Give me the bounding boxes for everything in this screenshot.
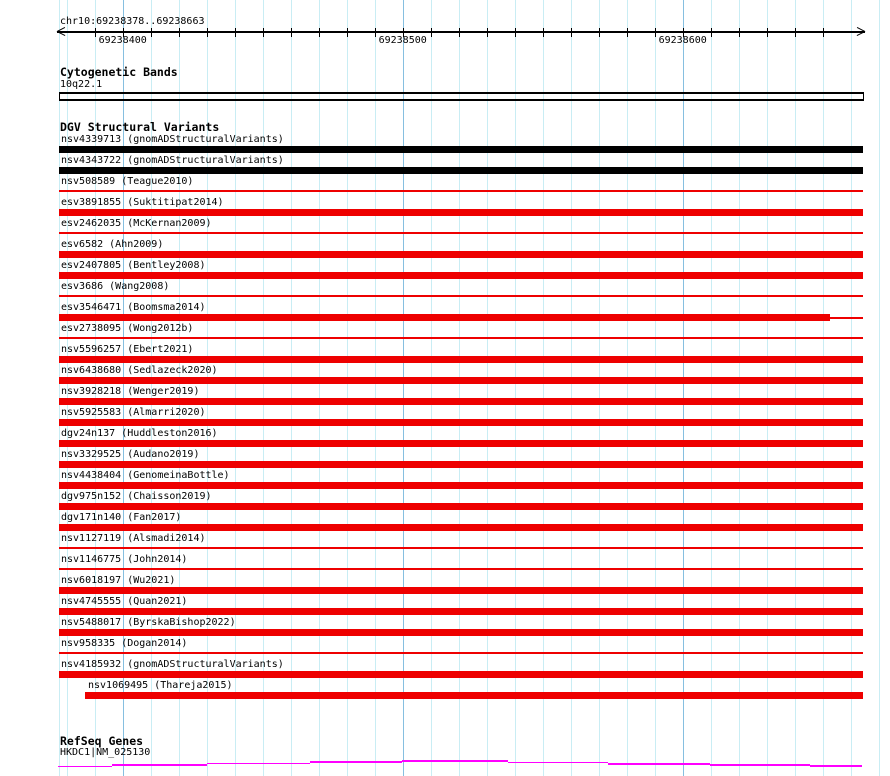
refseq-gene-label[interactable]: HKDC1|NM_025130 xyxy=(60,747,151,758)
variant-label[interactable]: nsv3329525 (Audano2019) xyxy=(61,449,200,460)
variant-bar[interactable] xyxy=(59,608,863,615)
gene-line-segment[interactable] xyxy=(710,764,810,766)
gridline-minor xyxy=(459,0,460,776)
gene-line-segment[interactable] xyxy=(310,761,402,763)
variant-label[interactable]: nsv6438680 (Sedlazeck2020) xyxy=(61,365,218,376)
ruler-tick xyxy=(431,28,432,37)
variant-line[interactable] xyxy=(59,337,863,339)
variant-label[interactable]: nsv958335 (Dogan2014) xyxy=(61,638,188,649)
ruler-tick-label: 69238600 xyxy=(658,35,707,46)
ruler-tick xyxy=(655,28,656,37)
gene-line-segment[interactable] xyxy=(112,764,207,766)
gridline-minor xyxy=(487,0,488,776)
gridline-minor xyxy=(823,0,824,776)
variant-label[interactable]: esv3546471 (Boomsma2014) xyxy=(61,302,206,313)
gene-line-segment[interactable] xyxy=(402,760,508,762)
variant-bar[interactable] xyxy=(59,461,863,468)
variant-bar[interactable] xyxy=(59,146,863,153)
position-label: chr10:69238378..69238663 xyxy=(60,16,205,27)
gridline-minor xyxy=(739,0,740,776)
variant-bar[interactable] xyxy=(59,251,863,258)
gridline-minor xyxy=(571,0,572,776)
ruler-tick xyxy=(627,28,628,37)
gridline-minor xyxy=(347,0,348,776)
variant-bar[interactable] xyxy=(85,692,863,699)
gene-line-segment[interactable] xyxy=(508,762,608,764)
gridline-minor xyxy=(515,0,516,776)
ruler-tick xyxy=(347,28,348,37)
variant-label[interactable]: nsv4339713 (gnomADStructuralVariants) xyxy=(61,134,284,145)
variant-line[interactable] xyxy=(59,547,863,549)
variant-label[interactable]: nsv4343722 (gnomADStructuralVariants) xyxy=(61,155,284,166)
gridline-minor xyxy=(879,0,880,776)
ruler-tick xyxy=(375,28,376,37)
ruler-tick xyxy=(543,28,544,37)
ruler-tick xyxy=(319,28,320,37)
ruler-tick xyxy=(263,28,264,37)
variant-bar[interactable] xyxy=(59,524,863,531)
variant-label[interactable]: esv3891855 (Suktitipat2014) xyxy=(61,197,224,208)
variant-bar[interactable] xyxy=(59,629,863,636)
variant-bar[interactable] xyxy=(59,356,863,363)
variant-label[interactable]: nsv3928218 (Wenger2019) xyxy=(61,386,200,397)
cytobands-section-title: Cytogenetic Bands xyxy=(60,65,178,79)
variant-label[interactable]: esv2738095 (Wong2012b) xyxy=(61,323,194,334)
variant-line[interactable] xyxy=(59,190,863,192)
ruler-tick-label: 69238500 xyxy=(378,35,427,46)
variant-bar[interactable] xyxy=(59,671,863,678)
gene-line-segment[interactable] xyxy=(608,763,710,765)
variant-label[interactable]: nsv5488017 (ByrskaBishop2022) xyxy=(61,617,236,628)
variant-bar[interactable] xyxy=(59,377,863,384)
ruler-tick xyxy=(95,28,96,37)
ruler-tick-label: 69238400 xyxy=(98,35,147,46)
gridline-minor xyxy=(767,0,768,776)
variant-label[interactable]: nsv1069495 (Thareja2015) xyxy=(88,680,233,691)
variant-label[interactable]: nsv4745555 (Quan2021) xyxy=(61,596,188,607)
variant-label[interactable]: esv6582 (Ahn2009) xyxy=(61,239,164,250)
ruler-tick xyxy=(151,28,152,37)
variant-bar[interactable] xyxy=(59,419,863,426)
gridline-minor xyxy=(375,0,376,776)
variant-line-tail[interactable] xyxy=(830,317,863,319)
variant-label[interactable]: nsv5596257 (Ebert2021) xyxy=(61,344,194,355)
ruler-tick xyxy=(291,28,292,37)
variant-bar[interactable] xyxy=(59,167,863,174)
ruler-tick xyxy=(795,28,796,37)
gridline-minor xyxy=(851,0,852,776)
variant-bar[interactable] xyxy=(59,398,863,405)
cytoband-name: 10q22.1 xyxy=(60,79,103,90)
variant-label[interactable]: dgv24n137 (Huddleston2016) xyxy=(61,428,218,439)
variant-label[interactable]: esv3686 (Wang2008) xyxy=(61,281,170,292)
ruler-tick xyxy=(767,28,768,37)
ruler-tick xyxy=(487,28,488,37)
gridline-minor xyxy=(795,0,796,776)
dgv-section-title: DGV Structural Variants xyxy=(60,120,220,134)
variant-line[interactable] xyxy=(59,568,863,570)
variant-label[interactable]: nsv1127119 (Alsmadi2014) xyxy=(61,533,206,544)
gridline-minor xyxy=(319,0,320,776)
variant-label[interactable]: nsv6018197 (Wu2021) xyxy=(61,575,176,586)
variant-bar[interactable] xyxy=(59,587,863,594)
variant-bar[interactable] xyxy=(59,314,830,321)
gridline-minor xyxy=(655,0,656,776)
ruler-tick xyxy=(515,28,516,37)
gene-line-segment[interactable] xyxy=(58,766,112,768)
ruler-tick xyxy=(179,28,180,37)
gridline-minor xyxy=(291,0,292,776)
gridline-minor xyxy=(711,0,712,776)
variant-bar[interactable] xyxy=(59,440,863,447)
ruler-tick xyxy=(739,28,740,37)
variant-bar[interactable] xyxy=(59,272,863,279)
ruler-tick xyxy=(207,28,208,37)
variant-label[interactable]: dgv975n152 (Chaisson2019) xyxy=(61,491,212,502)
gridline-major xyxy=(683,0,684,776)
gridline-major xyxy=(403,0,404,776)
gene-line-segment[interactable] xyxy=(207,763,310,765)
ruler-tick xyxy=(823,28,824,37)
variant-label[interactable]: esv2462035 (McKernan2009) xyxy=(61,218,212,229)
variant-label[interactable]: esv2407805 (Bentley2008) xyxy=(61,260,206,271)
gridline-minor xyxy=(599,0,600,776)
ruler-tick xyxy=(711,28,712,37)
variant-line[interactable] xyxy=(59,652,863,654)
variant-bar[interactable] xyxy=(59,503,863,510)
ruler-tick xyxy=(235,28,236,37)
variant-label[interactable]: nsv4438404 (GenomeinaBottle) xyxy=(61,470,230,481)
gene-line-segment[interactable] xyxy=(810,765,862,767)
ruler-tick xyxy=(571,28,572,37)
variant-label[interactable]: nsv508589 (Teague2010) xyxy=(61,176,194,187)
gridline-minor xyxy=(627,0,628,776)
variant-line[interactable] xyxy=(59,232,863,234)
variant-label[interactable]: nsv4185932 (gnomADStructuralVariants) xyxy=(61,659,284,670)
variant-bar[interactable] xyxy=(59,482,863,489)
variant-bar[interactable] xyxy=(59,209,863,216)
variant-label[interactable]: nsv1146775 (John2014) xyxy=(61,554,188,565)
cytoband-box[interactable] xyxy=(59,92,864,101)
ruler-tick xyxy=(459,28,460,37)
gridline-minor xyxy=(431,0,432,776)
variant-label[interactable]: nsv5925583 (Almarri2020) xyxy=(61,407,206,418)
variant-label[interactable]: dgv171n140 (Fan2017) xyxy=(61,512,182,523)
refseq-section-title: RefSeq Genes xyxy=(60,734,144,748)
variant-line[interactable] xyxy=(59,295,863,297)
ruler-tick xyxy=(599,28,600,37)
gridline-minor xyxy=(543,0,544,776)
